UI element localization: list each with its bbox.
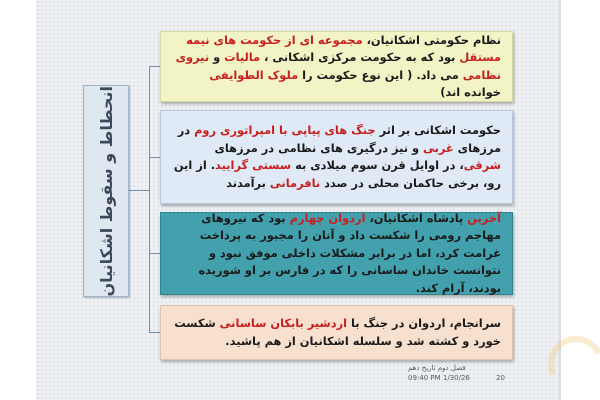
content-box-1-text (172, 32, 501, 102)
text-run: در مرزهای (177, 123, 501, 155)
content-box-4-text (172, 315, 501, 350)
text-run: و (209, 50, 225, 64)
connector-branch-2 (149, 157, 160, 158)
slide-page-number: 20 (496, 374, 505, 382)
highlighted-phrase: غربی (423, 140, 454, 155)
highlighted-phrase: ملوک الطوایفی (209, 67, 299, 82)
text-run: نظام حکومتی اشکانیان، (362, 32, 501, 47)
text-run: می داد. ( این نوع حکومت را (298, 67, 463, 82)
highlighted-phrase: اردشیر بابکان ساسانی (219, 316, 348, 330)
slide-title: انحطاط و سقوط اشکانیان (96, 85, 116, 297)
connector-branch-4 (149, 332, 160, 333)
highlighted-phrase: شرقی (463, 158, 501, 172)
highlighted-phrase: مالیات (224, 50, 261, 64)
text-run: . از این رو، برخی حاکمان محلی در صدد (173, 158, 501, 190)
content-box-3 (160, 212, 513, 295)
highlighted-phrase: نیروی نظامی (175, 50, 501, 82)
connector-spine (149, 66, 150, 333)
content-box-2-text (172, 122, 501, 192)
connector-trunk (129, 190, 149, 191)
slide-title-box (83, 85, 129, 297)
highlighted-phrase: مجموعه ای از حکومت های نیمه مستقل (186, 32, 501, 64)
content-box-1 (160, 31, 513, 102)
text-run: شکست خورد و کشته شد و سلسله اشکانیان از هم پاشید. (174, 316, 501, 348)
text-run: و نیز درگیری های نظامی در مرزهای (214, 140, 424, 155)
text-run: ، در اوایل قرن سوم میلادی به (291, 158, 464, 172)
text-run: بود که نیروهای مهاجم رومی را شکست داد و آنان را مجبور به پرداخت غرامت کرد، اما در برابر مشکلات داخلی موفق نبود و نتوانست خاندان ساسانی را که در فارس بر او شوریده بودند، آرام کند. (198, 210, 501, 295)
content-box-2 (160, 110, 513, 204)
highlighted-phrase: اردوان چهارم (289, 210, 366, 225)
highlighted-phrase: سستی گرایید (215, 158, 292, 172)
text-run: پادشاه اشکانیان، (365, 210, 468, 225)
text-run: حکومت اشکانی بر اثر (375, 123, 501, 137)
connector-branch-3 (149, 253, 160, 254)
highlighted-phrase: آخرین (467, 210, 501, 225)
text-run: سرانجام، اردوان در جنگ با (347, 316, 501, 330)
content-box-4 (160, 305, 513, 360)
text-run: بود که به حکومت مرکزی اشکانی ، (260, 50, 460, 64)
content-box-3-text (172, 210, 501, 298)
connector-branch-1 (149, 66, 160, 67)
highlighted-phrase: جنگ های پیاپی با امپراتوری روم (194, 123, 376, 137)
text-run: خوانده اند) (440, 85, 501, 99)
text-run: برآمدند (226, 175, 270, 190)
footer-caption: فصل دوم تاریخ دهم (408, 364, 466, 372)
left-margin (0, 0, 36, 400)
footer-datetime: 09:40 PM 1/30/26 (408, 374, 470, 382)
highlighted-phrase: نافرمانی (269, 175, 321, 190)
